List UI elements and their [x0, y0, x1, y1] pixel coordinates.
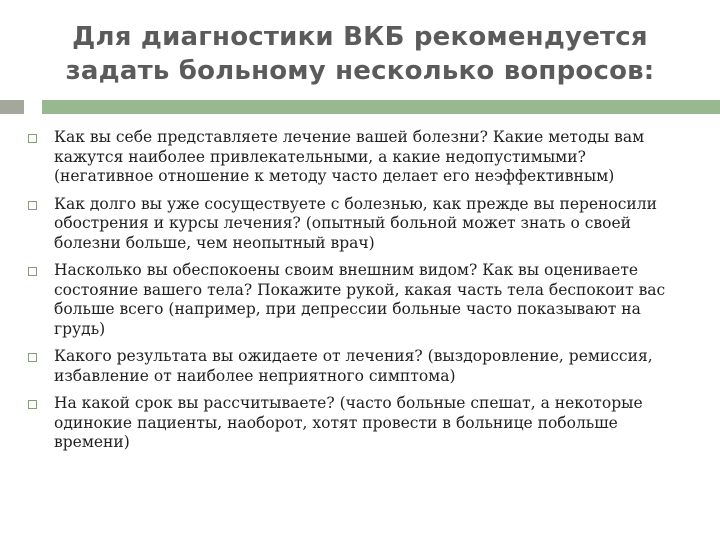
list-item: [24, 195, 674, 254]
list-item: [24, 394, 674, 453]
square-bullet-icon: [28, 134, 37, 143]
square-bullet-icon: [28, 267, 37, 276]
list-item-text: На какой срок вы рассчитываете? (часто больные спешат, а некоторые одинокие пациенты, наоборот, хотят провести в больнице побольше времени): [54, 394, 643, 451]
list-item-text: Как долго вы уже сосуществуете с болезнью, как прежде вы переносили обострения и курсы лечения? (опытный больной может знать о своей болезни больше, чем неопытный врач): [54, 194, 657, 252]
accent-bar-gap: [24, 100, 42, 114]
list-item: [24, 261, 674, 339]
list-item-text: Какого результата вы ожидаете от лечения? (выздоровление, ремиссия, избавление от наиболее неприятного симптома): [54, 347, 653, 385]
list-item-text: Насколько вы обеспокоены своим внешним видом? Как вы оцениваете состояние вашего тела? Покажите рукой, какая часть тела беспокоит вас больше всего (например, при депрессии больные часто показывают на грудь): [54, 261, 666, 338]
accent-bar-left: [0, 100, 24, 114]
accent-bar-main: [42, 100, 720, 114]
list-item-text: Как вы себе представляете лечение вашей болезни? Какие методы вам кажутся наиболее привлекательными, а какие недопустимыми? (негативное отношение к методу часто делает его неэффективным): [54, 128, 645, 185]
slide-title-line-1: Для диагностики ВКБ рекомендуется: [72, 22, 648, 52]
square-bullet-icon: [28, 201, 37, 210]
square-bullet-icon: [28, 400, 37, 409]
list-item: [24, 128, 674, 187]
slide-title: [40, 20, 680, 88]
square-bullet-icon: [28, 353, 37, 362]
bullet-list: [24, 128, 674, 461]
list-item: [24, 347, 674, 386]
slide-title-line-2: задать больному несколько вопросов:: [65, 56, 655, 86]
